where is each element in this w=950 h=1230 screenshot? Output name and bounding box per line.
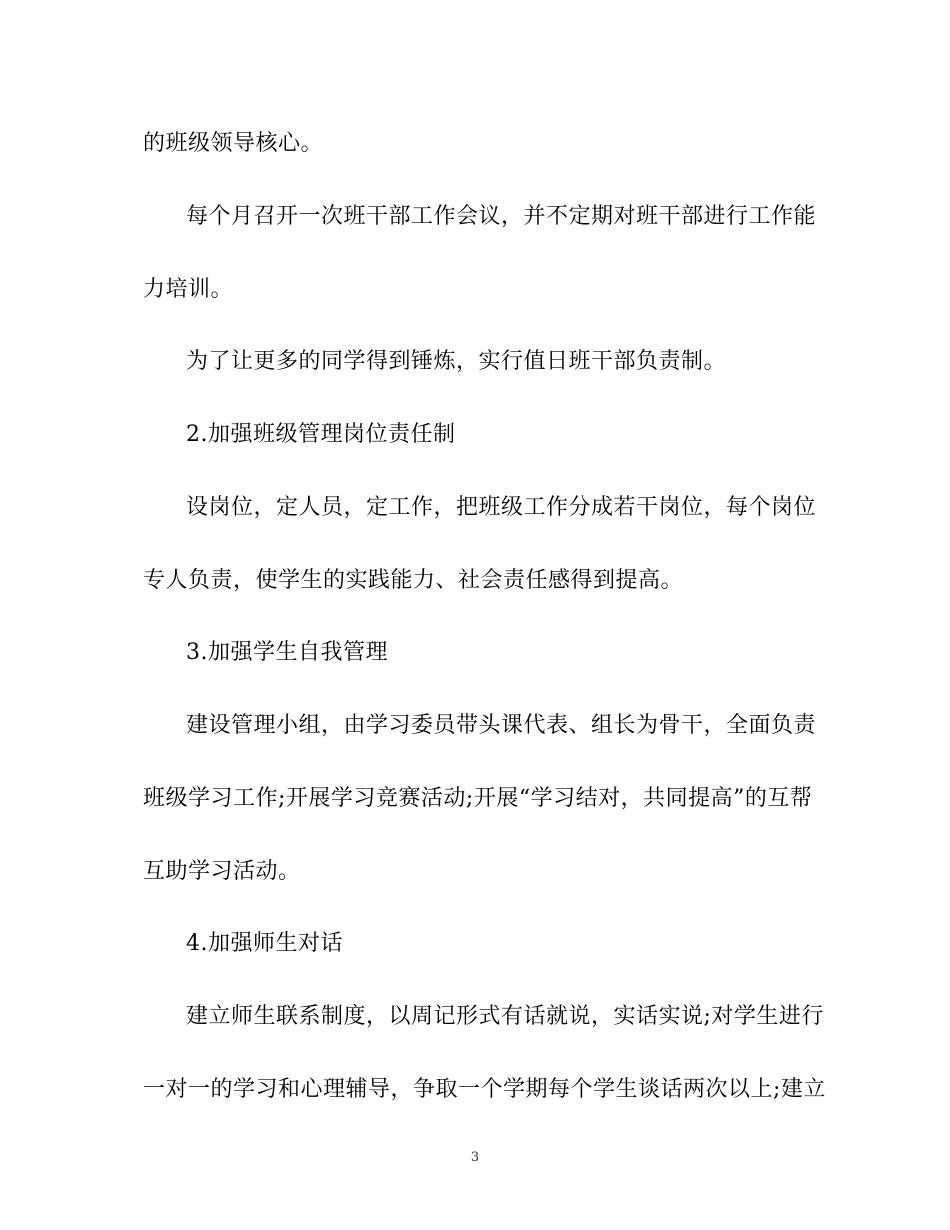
paragraph-line: 专人负责，使学生的实践能力、社会责任感得到提高。	[143, 568, 684, 593]
section-heading: 3.加强学生自我管理	[186, 640, 388, 665]
section-heading: 4.加强师生对话	[186, 931, 343, 956]
paragraph-line: 建立师生联系制度，以周记形式有话就说，实话实说;对学生进行	[186, 1004, 824, 1029]
paragraph-line: 设岗位，定人员，定工作，把班级工作分成若干岗位，每个岗位	[186, 495, 817, 520]
section-heading: 2.加强班级管理岗位责任制	[186, 422, 456, 447]
paragraph-line: 为了让更多的同学得到锤炼，实行值日班干部负责制。	[186, 349, 727, 374]
paragraph-line: 力培训。	[143, 277, 234, 302]
page-number: 3	[470, 1150, 480, 1165]
paragraph-line: 建设管理小组，由学习委员带头课代表、组长为骨干，全面负责	[186, 713, 817, 738]
paragraph-line: 的班级领导核心。	[143, 131, 324, 156]
paragraph-line: 每个月召开一次班干部工作会议，并不定期对班干部进行工作能	[186, 204, 817, 229]
paragraph-line: 互助学习活动。	[143, 859, 301, 884]
paragraph-line: 一对一的学习和心理辅导，争取一个学期每个学生谈话两次以上;建立	[143, 1077, 826, 1102]
paragraph-line: 班级学习工作;开展学习竞赛活动;开展“学习结对，共同提高”的互帮	[143, 786, 813, 811]
